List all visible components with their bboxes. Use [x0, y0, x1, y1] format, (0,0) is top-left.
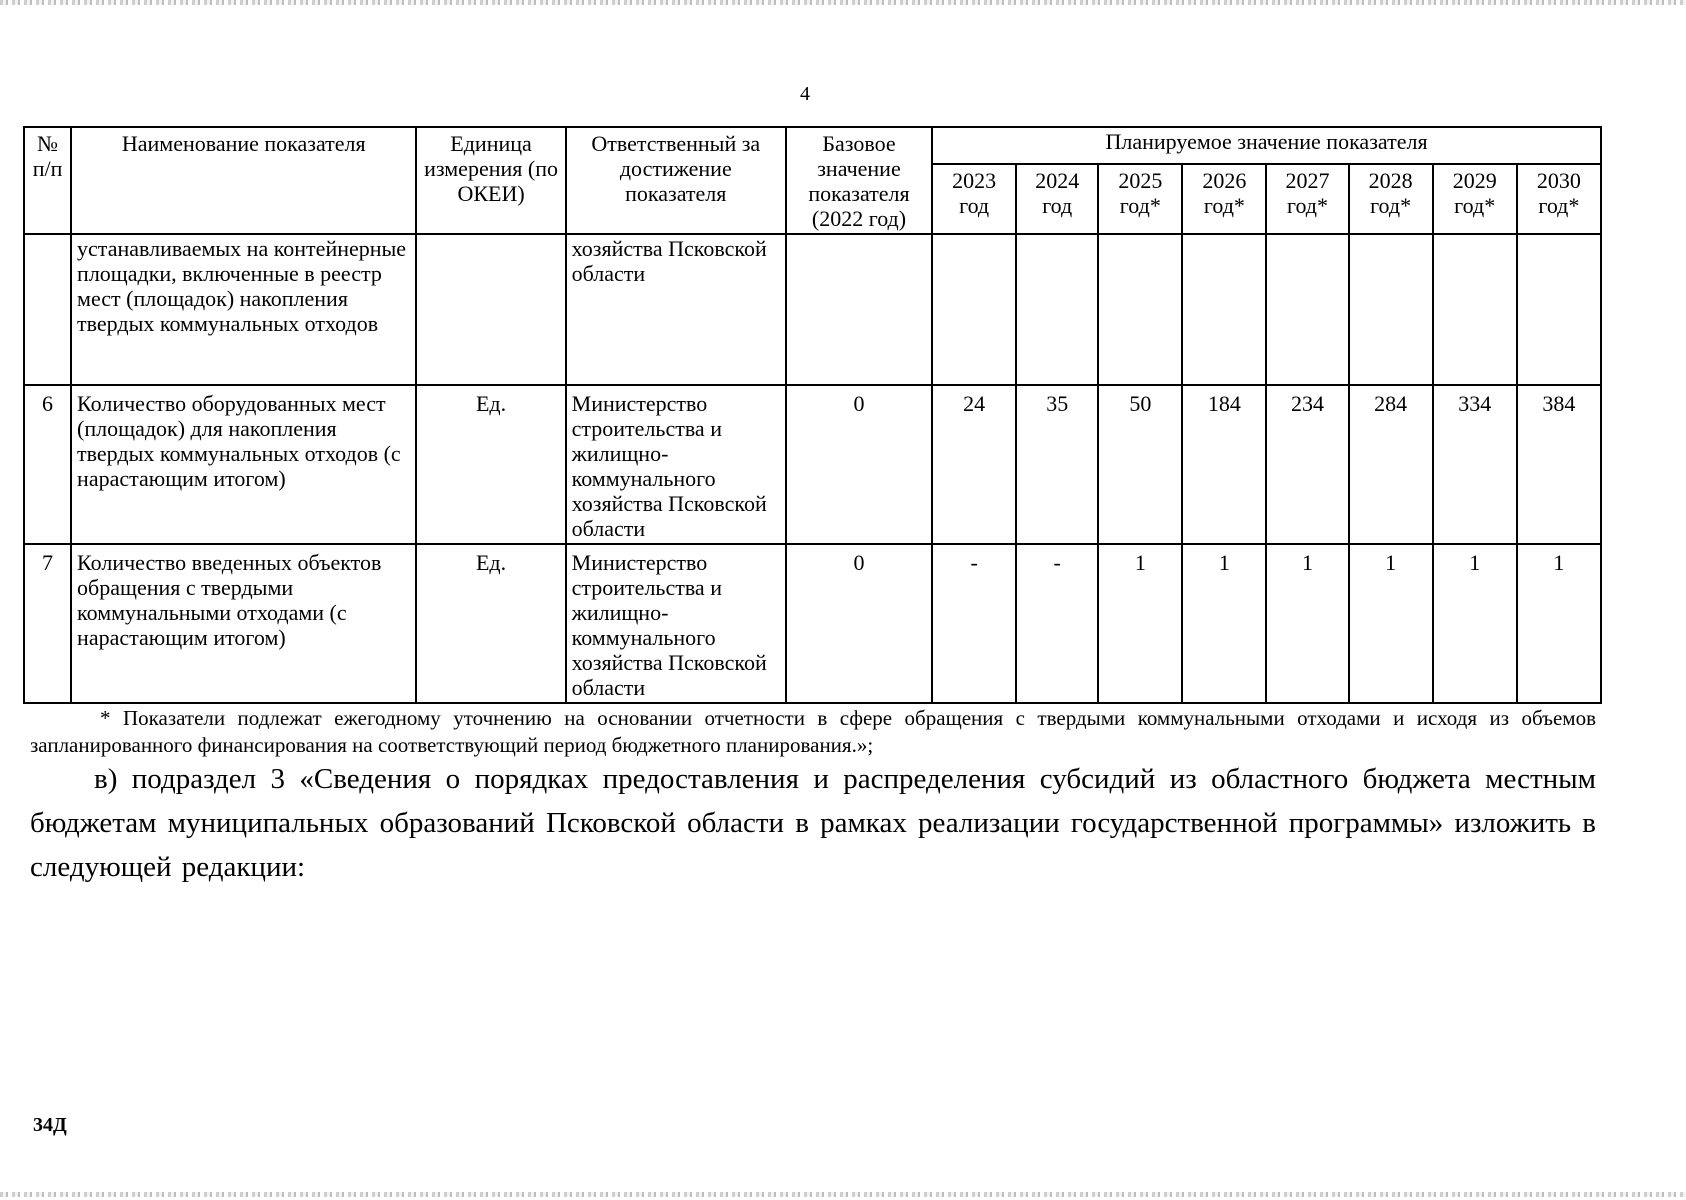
header-year: 2027 год*	[1266, 164, 1348, 234]
row-value: 184	[1182, 385, 1266, 544]
row-responsible: Министерство строительства и жилищно-коммунального хозяйства Псковской области	[566, 544, 786, 703]
row-name: Количество введенных объектов обращения с твердыми коммунальными отходами (с нарастающим итогом)	[71, 544, 416, 703]
table-row	[24, 234, 1601, 385]
document-code: 34Д	[33, 1114, 67, 1136]
header-year: 2029 год*	[1433, 164, 1517, 234]
header-planned: Планируемое значение показателя	[932, 127, 1601, 164]
row-value: 35	[1016, 385, 1098, 544]
row-responsible: Министерство строительства и жилищно-коммунального хозяйства Псковской области	[566, 385, 786, 544]
header-num: № п/п	[24, 127, 71, 234]
row-value	[932, 234, 1016, 385]
row-num: 7	[24, 544, 71, 703]
header-unit: Единица измерения (по ОКЕИ)	[416, 127, 565, 234]
row-unit: Ед.	[416, 385, 565, 544]
row-value	[1433, 234, 1517, 385]
row-unit: Ед.	[416, 544, 565, 703]
row-unit	[416, 234, 565, 385]
body-paragraph: в) подраздел 3 «Сведения о порядках предоставления и распределения субсидий из областного бюджета местным бюджетам муниципальных образований Псковской области в рамках реализации государственной программы» изложить в следующей редакции:	[30, 763, 1596, 883]
table-footnote: * Показатели подлежат ежегодному уточнению на основании отчетности в сфере обращения с твердыми коммунальными отходами и исходя из объемов запланированного финансирования на соответствующий период бюджетного планирования.»;	[30, 706, 1596, 757]
row-value: 24	[932, 385, 1016, 544]
row-value: 234	[1266, 385, 1348, 544]
row-base: 0	[786, 544, 932, 703]
header-year: 2023 год	[932, 164, 1016, 234]
row-value: 1	[1182, 544, 1266, 703]
row-value: -	[932, 544, 1016, 703]
row-base	[786, 234, 932, 385]
row-value: 284	[1349, 385, 1433, 544]
row-value	[1016, 234, 1098, 385]
header-year: 2024 год	[1016, 164, 1098, 234]
row-value	[1349, 234, 1433, 385]
row-value: 1	[1266, 544, 1348, 703]
row-value	[1182, 234, 1266, 385]
row-responsible: хозяйства Псковской области	[566, 234, 786, 385]
header-base: Базовое значение показателя (2022 год)	[786, 127, 932, 234]
row-value	[1266, 234, 1348, 385]
row-value: 1	[1349, 544, 1433, 703]
scan-edge-bottom	[0, 1192, 1686, 1197]
row-value	[1517, 234, 1601, 385]
header-year: 2026 год*	[1182, 164, 1266, 234]
row-value: 384	[1517, 385, 1601, 544]
header-year: 2030 год*	[1517, 164, 1601, 234]
header-year: 2028 год*	[1349, 164, 1433, 234]
row-value: 1	[1433, 544, 1517, 703]
table-header-row	[24, 127, 1601, 164]
row-name: устанавливаемых на контейнерные площадки, включенные в реестр мест (площадок) накопления твердых коммунальных отходов	[71, 234, 416, 385]
header-year: 2025 год*	[1098, 164, 1182, 234]
table-row	[24, 544, 1601, 703]
row-num	[24, 234, 71, 385]
table-row	[24, 385, 1601, 544]
page-number: 4	[800, 83, 810, 105]
row-value: 334	[1433, 385, 1517, 544]
scan-edge-top	[0, 0, 1686, 5]
header-name: Наименование показателя	[71, 127, 416, 234]
row-value: 1	[1098, 544, 1182, 703]
indicators-table	[23, 126, 1602, 704]
row-base: 0	[786, 385, 932, 544]
row-value: -	[1016, 544, 1098, 703]
row-value	[1098, 234, 1182, 385]
row-value: 50	[1098, 385, 1182, 544]
row-num: 6	[24, 385, 71, 544]
row-name: Количество оборудованных мест (площадок) для накопления твердых коммунальных отходов (с нарастающим итогом)	[71, 385, 416, 544]
header-responsible: Ответственный за достижение показателя	[566, 127, 786, 234]
row-value: 1	[1517, 544, 1601, 703]
